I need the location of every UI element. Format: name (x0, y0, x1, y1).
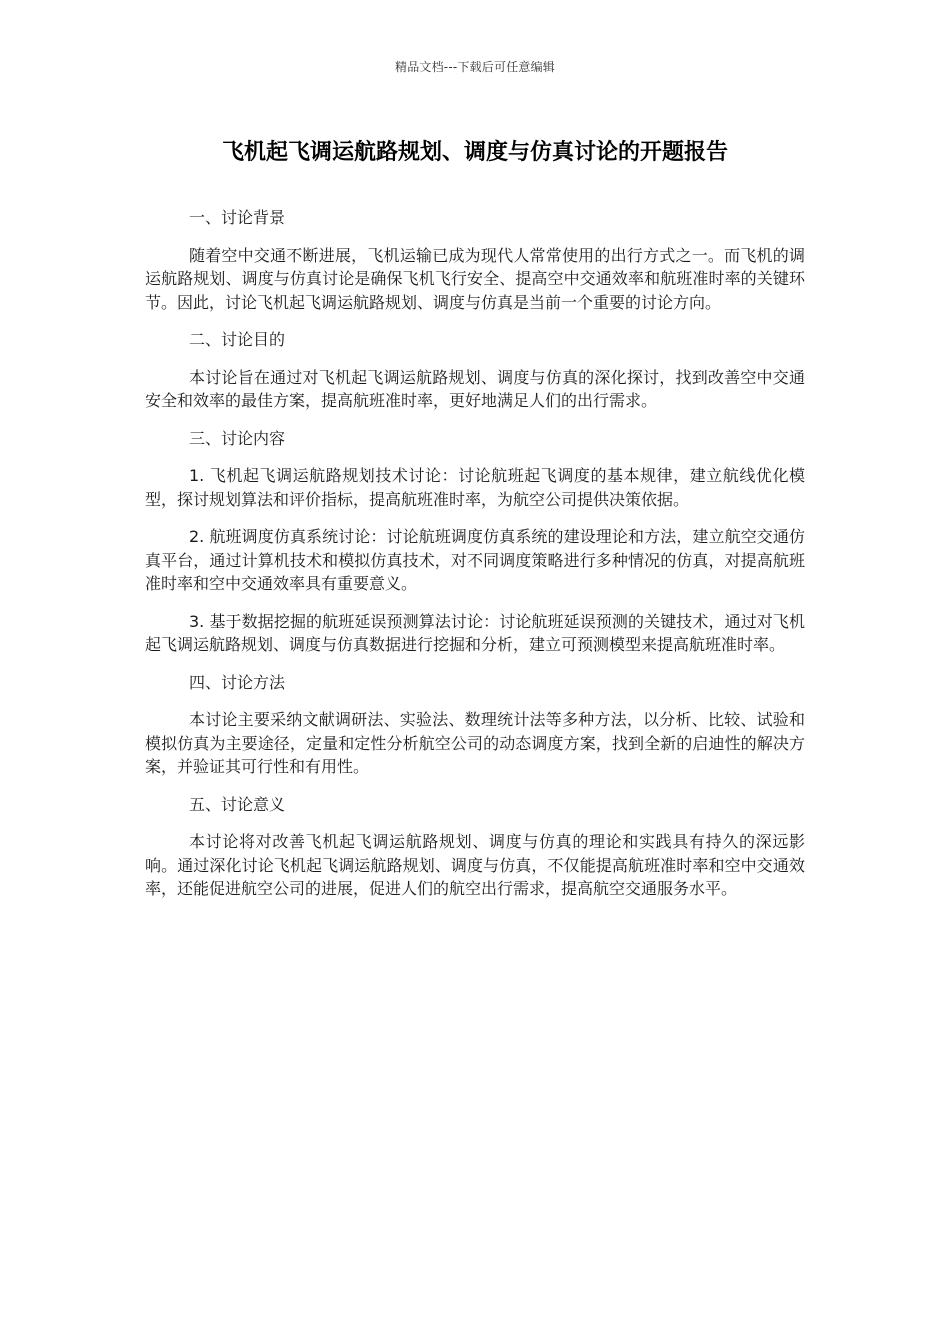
paragraph-content-item-1: 1. 飞机起飞调运航路规划技术讨论：讨论航班起飞调度的基本规律，建立航线优化模型，探讨规划算法和评价指标，提高航班准时率，为航空公司提供决策依据。 (145, 466, 805, 509)
paragraph-content-item-2: 2. 航班调度仿真系统讨论：讨论航班调度仿真系统的建设理论和方法，建立航空交通仿真平台，通过计算机技术和模拟仿真技术，对不同调度策略进行多种情况的仿真，对提高航班准时率和空中交通效率具有重要意义。 (145, 527, 805, 593)
paragraph-significance: 本讨论将对改善飞机起飞调运航路规划、调度与仿真的理论和实践具有持久的深远影响。通过深化讨论飞机起飞调运航路规划、调度与仿真，不仅能提高航班准时率和空中交通效率，还能促进航空公司的进展，促进人们的航空出行需求，提高航空交通服务水平。 (145, 832, 805, 898)
paragraph-methods: 本讨论主要采纳文献调研法、实验法、数理统计法等多种方法，以分析、比较、试验和模拟仿真为主要途径，定量和定性分析航空公司的动态调度方案，找到全新的启迪性的解决方案，并验证其可行性和有用性。 (145, 710, 805, 776)
section-heading-background: 一、讨论背景 (189, 208, 286, 227)
document-title: 飞机起飞调运航路规划、调度与仿真讨论的开题报告 (221, 140, 728, 165)
section-heading-methods: 四、讨论方法 (189, 672, 286, 692)
section-heading-significance: 五、讨论意义 (189, 794, 286, 814)
paragraph-background: 随着空中交通不断进展，飞机运输已成为现代人常常使用的出行方式之一。而飞机的调运航路规划、调度与仿真讨论是确保飞机飞行安全、提高空中交通效率和航班准时率的关键环节。因此，讨论飞机起飞调运航路规划、调度与仿真是当前一个重要的讨论方向。 (145, 245, 805, 312)
document-body (145, 206, 805, 915)
paragraph-content-item-3: 3. 基于数据挖掘的航班延误预测算法讨论：讨论航班延误预测的关键技术，通过对飞机起飞调运航路规划、调度与仿真数据进行挖掘和分析，建立可预测模型来提高航班准时率。 (145, 611, 805, 654)
section-heading-purpose: 二、讨论目的 (189, 330, 286, 349)
page-header: 精品文档---下载后可任意编辑 (395, 60, 555, 74)
section-heading-content: 三、讨论内容 (189, 428, 286, 448)
paragraph-purpose: 本讨论旨在通过对飞机起飞调运航路规划、调度与仿真的深化探讨，找到改善空中交通安全和效率的最佳方案，提高航班准时率，更好地满足人们的出行需求。 (145, 367, 805, 410)
